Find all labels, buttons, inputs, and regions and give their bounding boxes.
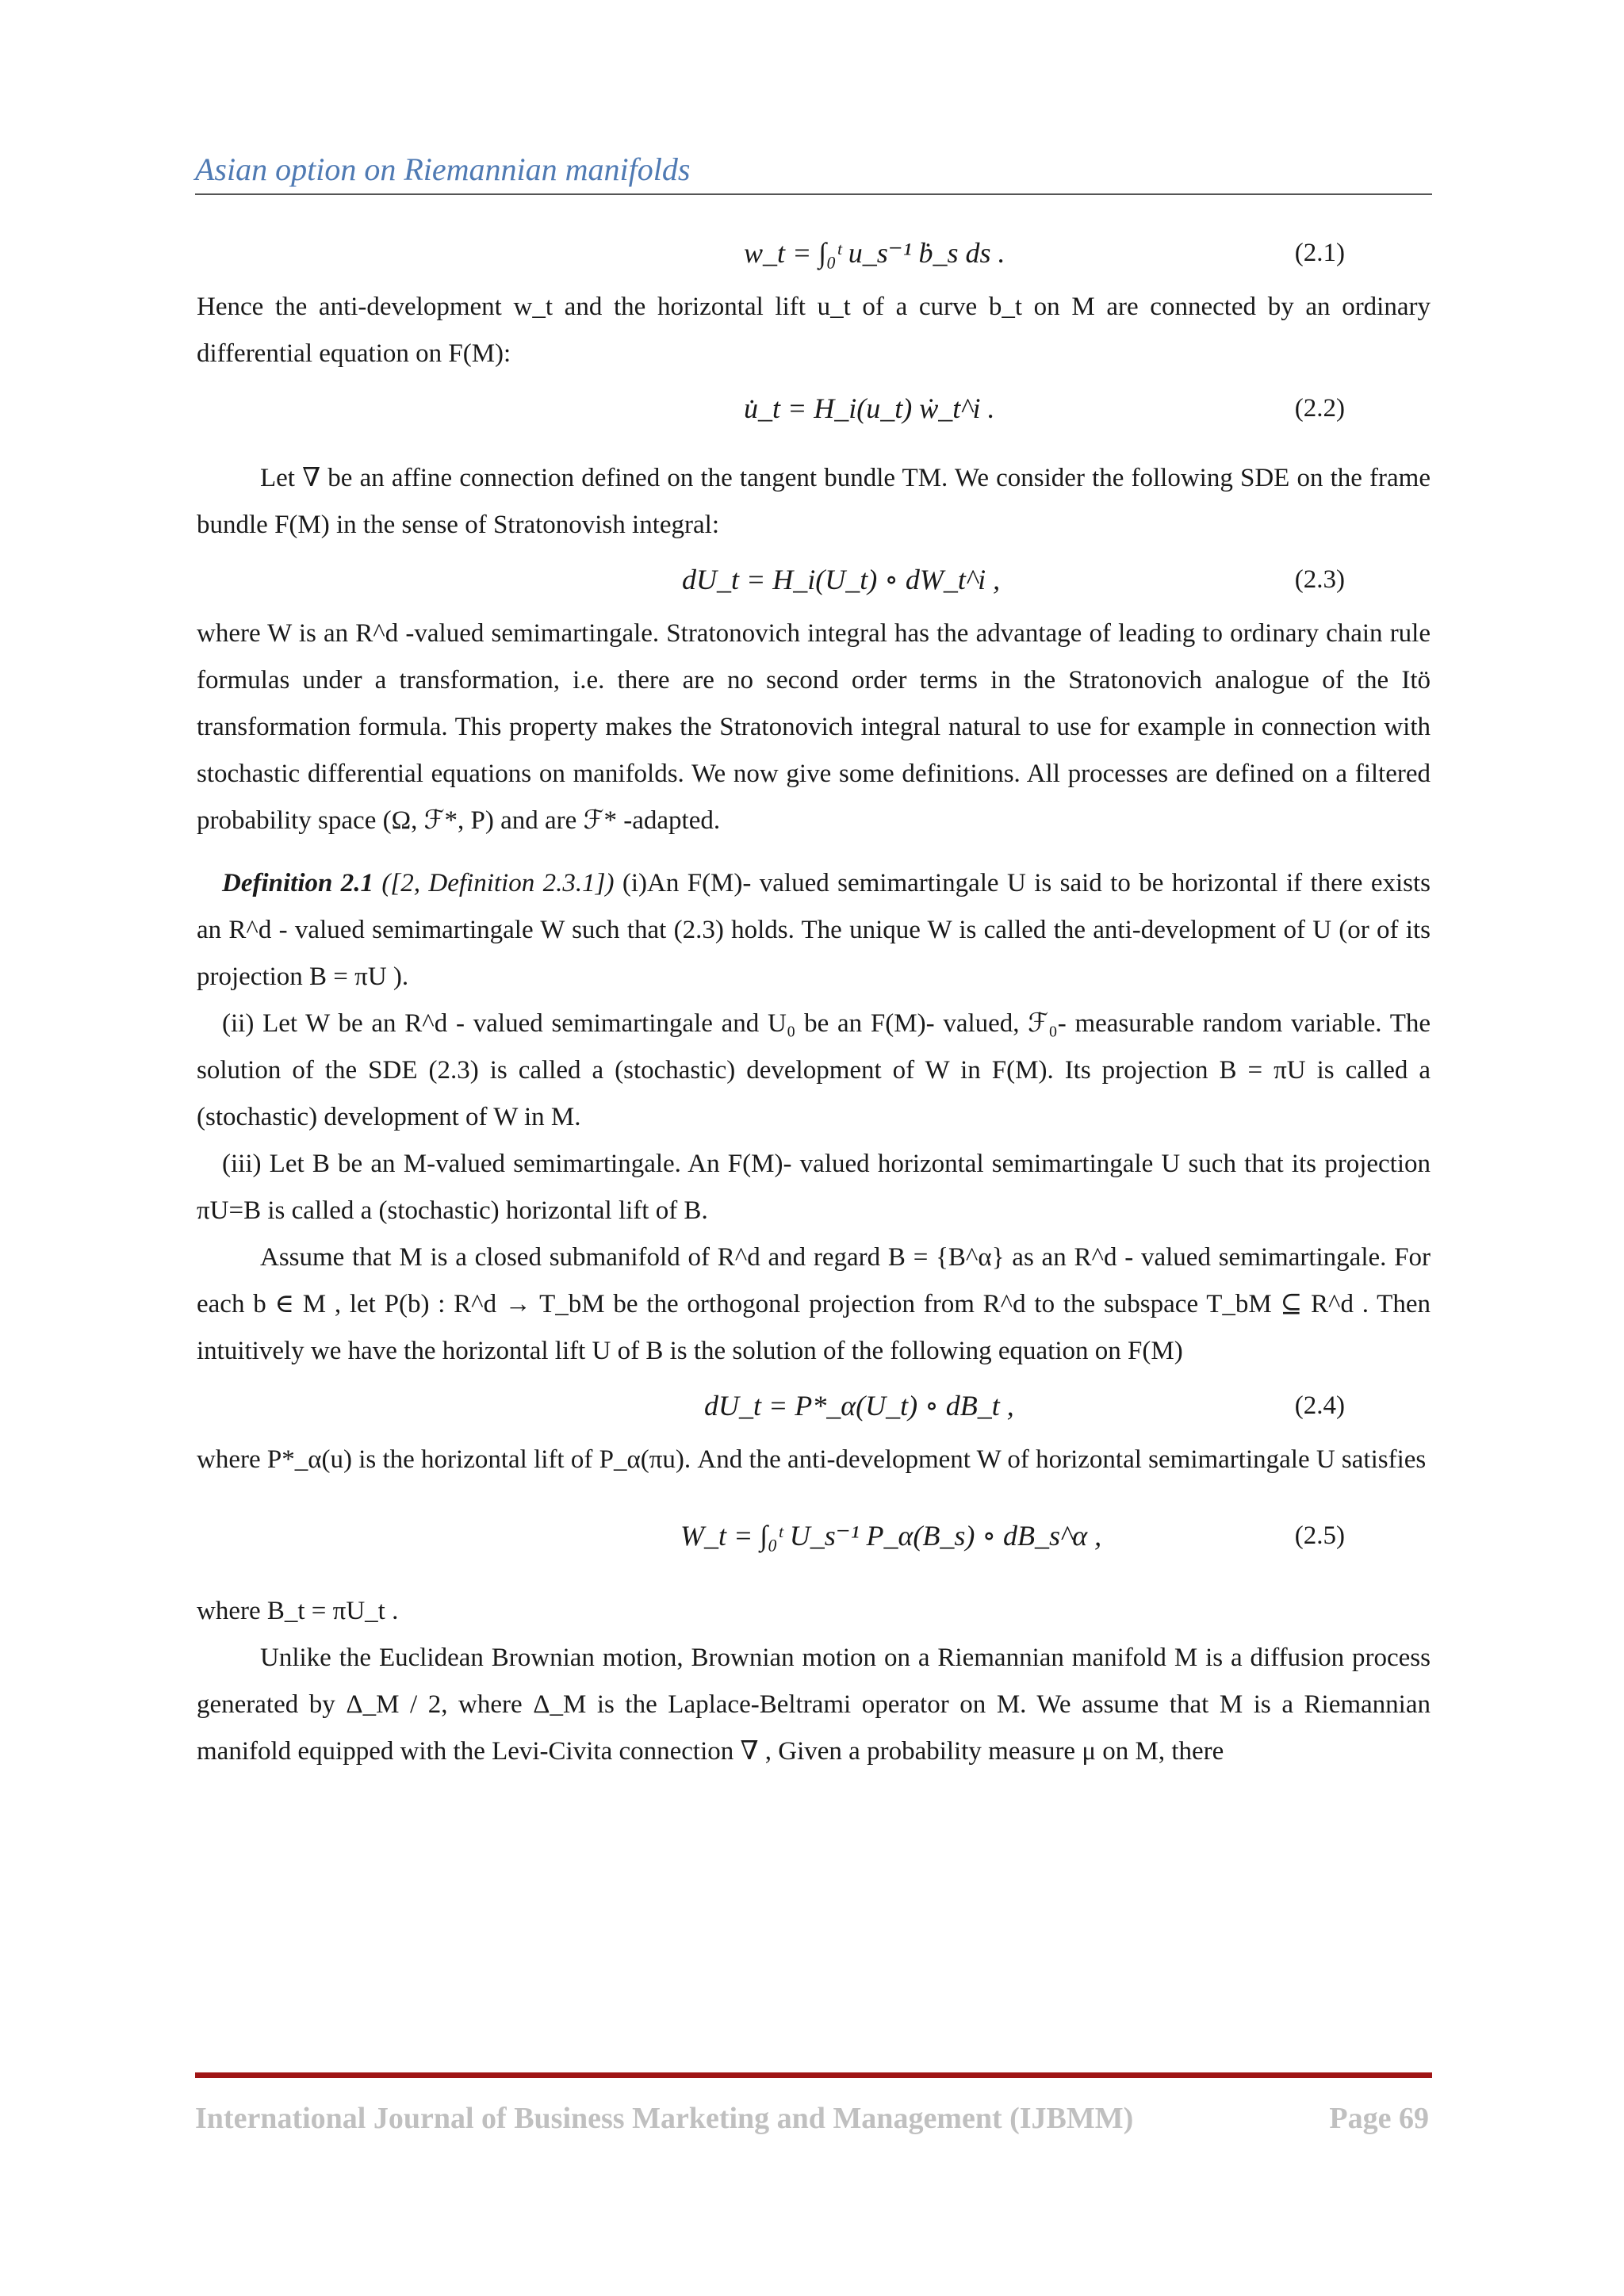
definition-title: Definition 2.1 (222, 869, 373, 897)
equation-body: W_t = ∫₀ᵗ U_s⁻¹ P_α(B_s) ∘ dB_s^α , (680, 1520, 1102, 1552)
equation-2-3 (197, 549, 1431, 610)
paragraph: where P*_α(u) is the horizontal lift of P_α(πu). And the anti-development W of horizontal semimartingale U satisfies (197, 1445, 1427, 1474)
equation-body: w_t = ∫₀ᵗ u_s⁻¹ ḃ_s ds . (744, 237, 1005, 269)
paragraph: Let ∇ be an affine connection defined on the tangent bundle TM. We consider the following SDE on the frame bundle F(M) in the sense of Stratonovish integral: (197, 464, 1431, 539)
definition-item: (iii) Let B be an M-valued semimartingale. An F(M)- valued horizontal semimartingale U such that its projection πU=B is called a (stochastic) horizontal lift of B. (197, 1150, 1431, 1225)
equation-body: u̇_t = H_i(u_t) ẇ_t^i . (744, 392, 995, 424)
definition-item: (i)An F(M)- valued semimartingale U is said to be horizontal if there exists an R^d - valued semimartingale W such that (2.3) holds. The unique W is called the anti-development of U (or of its projection B = πU ). (197, 869, 1431, 991)
equation-body: dU_t = H_i(U_t) ∘ dW_t^i , (682, 564, 1001, 595)
body-content (197, 222, 1431, 1775)
paragraph: Unlike the Euclidean Brownian motion, Brownian motion on a Riemannian manifold M is a diffusion process generated by Δ_M / 2, where Δ_M is the Laplace-Beltrami operator on M. We assume that M is a Riemannian manifold equipped with the Levi-Civita connection ∇ , Given a probability measure μ on M, there (197, 1644, 1431, 1766)
equation-number: (2.1) (1294, 239, 1345, 267)
equation-2-1 (197, 222, 1431, 284)
footer-page-number: Page 69 (1329, 2102, 1429, 2135)
footer-journal-name: International Journal of Business Marketing and Management (IJBMM) (195, 2102, 1134, 2135)
paragraph: Assume that M is a closed submanifold of R^d and regard B = {B^α} as an R^d - valued semimartingale. For each b ∈ M , let P(b) : R^d → T_bM be the orthogonal projection from R^d to the subspace T_bM ⊆ R^d . Then intuitively we have the horizontal lift U of B is the solution of the following equation on F(M) (197, 1243, 1431, 1365)
paragraph: where B_t = πU_t . (197, 1597, 399, 1625)
equation-number: (2.3) (1294, 565, 1345, 594)
footer-rule (195, 2072, 1432, 2078)
equation-2-5 (197, 1483, 1431, 1588)
equation-number: (2.4) (1294, 1391, 1345, 1420)
equation-2-4 (197, 1375, 1431, 1437)
equation-2-2 (197, 377, 1431, 439)
definition-item: (ii) Let W be an R^d - valued semimartingale and U₀ be an F(M)- valued, ℱ₀- measurable random variable. The solution of the SDE (2.3) is called a (stochastic) development of W in F(M). Its projection B = πU is called a (stochastic) development of W in M. (197, 1009, 1431, 1131)
definition-reference: ([2, Definition 2.3.1]) (381, 869, 615, 897)
equation-body: dU_t = P*_α(U_t) ∘ dB_t , (704, 1390, 1014, 1422)
equation-number: (2.5) (1294, 1521, 1345, 1550)
header-rule (195, 193, 1432, 195)
equation-number: (2.2) (1294, 394, 1345, 423)
running-header: Asian option on Riemannian manifolds (195, 151, 691, 187)
paragraph: Hence the anti-development w_t and the horizontal lift u_t of a curve b_t on M are connected by an ordinary differential equation on F(M): (197, 293, 1431, 368)
paragraph: where W is an R^d -valued semimartingale. Stratonovich integral has the advantage of leading to ordinary chain rule formulas under a transformation, i.e. there are no second order terms in the Stratonovich analogue of the Itö transformation formula. This property makes the Stratonovich integral natural to use for example in connection with stochastic differential equations on manifolds. We now give some definitions. All processes are defined on a filtered probability space (Ω, ℱ*, P) and are ℱ* -adapted. (197, 619, 1431, 835)
definition-2-1 (197, 860, 1431, 1001)
